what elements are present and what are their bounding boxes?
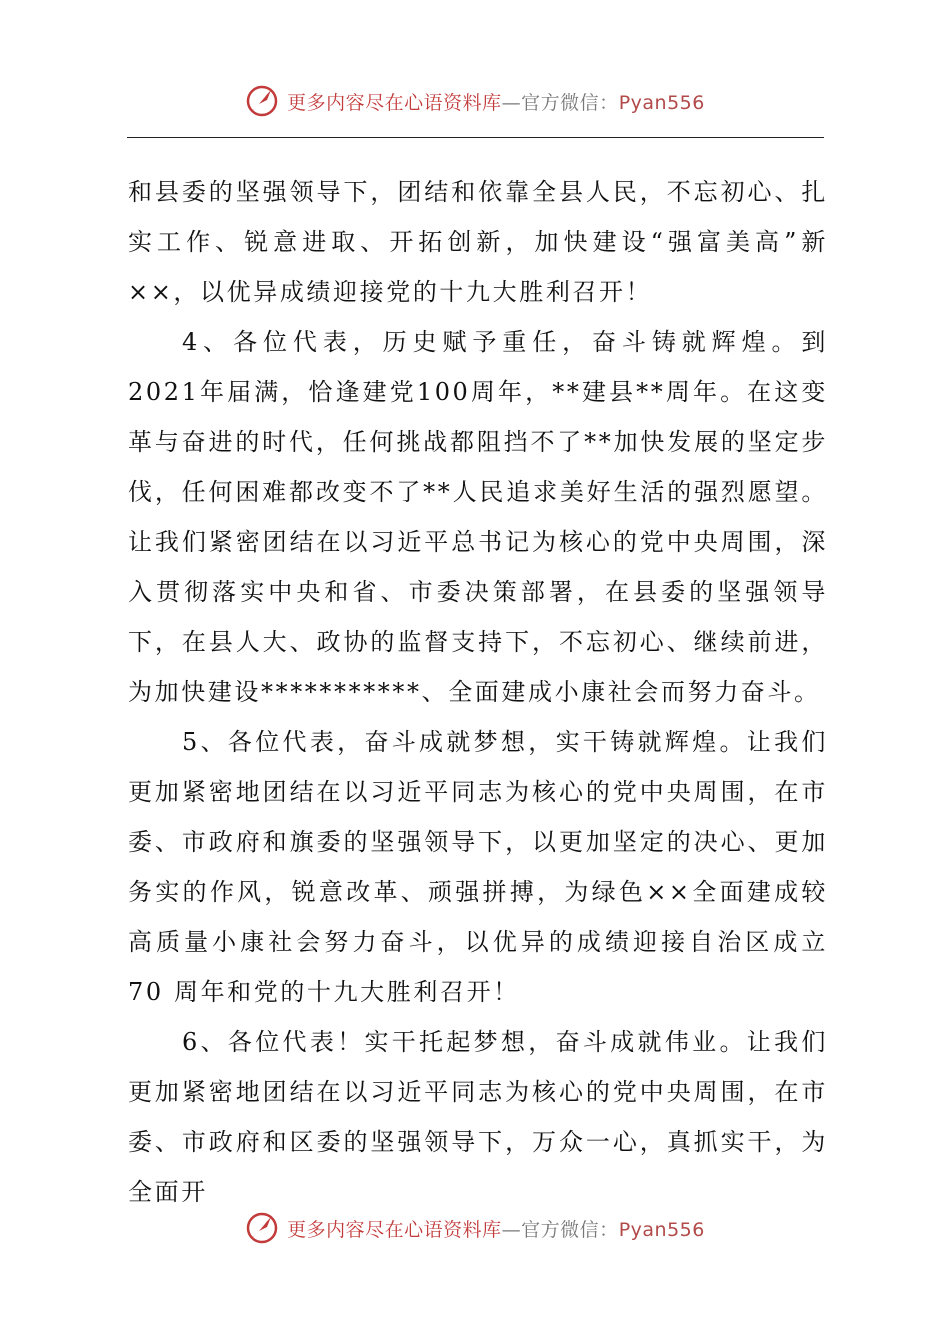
- document-body: [128, 167, 828, 1217]
- page-footer: [0, 1211, 950, 1245]
- quill-logo-icon: [245, 84, 279, 118]
- banner-dash: —官方微信：: [501, 1218, 619, 1241]
- header-divider: [127, 137, 824, 138]
- paragraph-1: 和县委的坚强领导下，团结和依靠全县人民，不忘初心、扎实工作、锐意进取、开拓创新，加快建设“强富美高”新××，以优异成绩迎接党的十九大胜利召开！: [128, 178, 828, 306]
- page-header: [0, 84, 950, 118]
- footer-banner: [287, 1215, 705, 1242]
- paragraph-4: 6、各位代表！实干托起梦想，奋斗成就伟业。让我们更加紧密地团结在以习近平同志为核心的党中央周围，在市委、市政府和区委的坚强领导下，万众一心，真抓实干，为全面开: [128, 1028, 828, 1206]
- paragraph-2: 4、各位代表，历史赋予重任，奋斗铸就辉煌。到2021年届满，恰逢建党100周年，**建县**周年。在这变革与奋进的时代，任何挑战都阻挡不了**加快发展的坚定步伐，任何困难都改变不了**人民追求美好生活的强烈愿望。让我们紧密团结在以习近平总书记为核心的党中央周围，深入贯彻落实中央和省、市委决策部署，在县委的坚强领导下，在县人大、政协的监督支持下，不忘初心、继续前进，为加快建设***********、全面建成小康社会而努力奋斗。: [128, 328, 828, 706]
- banner-main: 更多内容尽在心语资料库: [287, 1218, 502, 1241]
- banner-main: 更多内容尽在心语资料库: [287, 91, 502, 114]
- quill-logo-icon: [245, 1211, 279, 1245]
- banner-wechat: Pyan556: [618, 91, 705, 114]
- banner-dash: —官方微信：: [501, 91, 619, 114]
- header-banner: [287, 88, 705, 115]
- banner-wechat: Pyan556: [618, 1218, 705, 1241]
- paragraph-3: 5、各位代表，奋斗成就梦想，实干铸就辉煌。让我们更加紧密地团结在以习近平同志为核心的党中央周围，在市委、市政府和旗委的坚强领导下，以更加坚定的决心、更加务实的作风，锐意改革、顽强拼搏，为绿色××全面建成较高质量小康社会努力奋斗，以优异的成绩迎接自治区成立 70 周年和党的十九大胜利召开！: [128, 728, 828, 1006]
